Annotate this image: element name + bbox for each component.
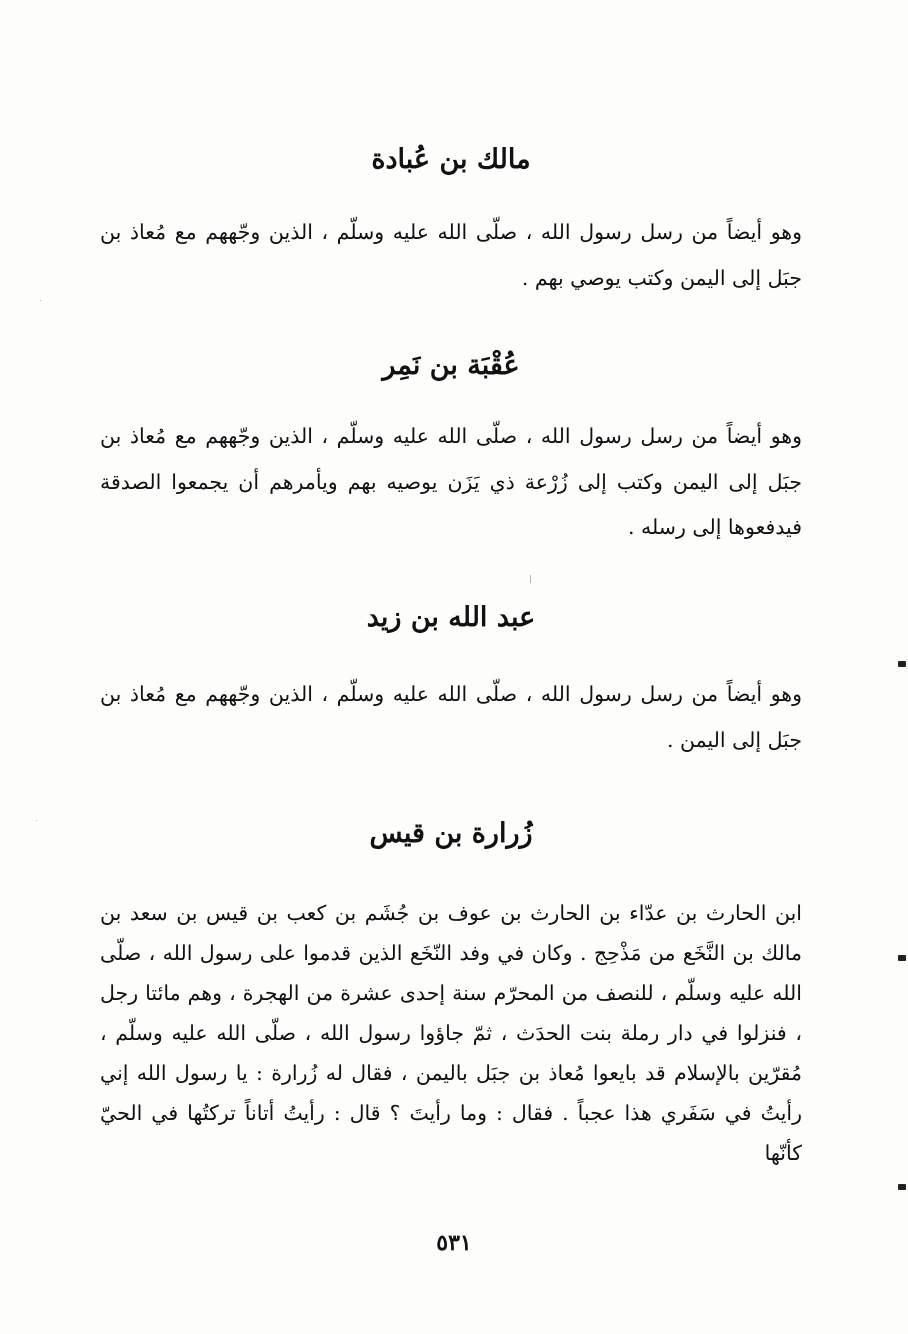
scan-speck: [36, 820, 37, 821]
page-number: ٥٣١: [436, 1230, 472, 1256]
paragraph: وهو أيضاً من رسل رسول الله ، صلّى الله عليه وسلّم ، الذين وجّههم مع مُعاذ بن جبَل إلى اليمن وكتب إلى زُرْعة ذي يَزَن يوصيه بهم ويأمرهم أن يجمعوا الصدقة فيدفعوها إلى رسله .: [100, 424, 802, 539]
section-body-zurara-ibn-qays: [100, 893, 802, 1173]
section-title-zurara-ibn-qays: زُرارة بن قيس: [369, 818, 533, 849]
paragraph: ابن الحارث بن عدّاء بن الحارث بن عوف بن جُشَم بن كعب بن قيس بن سعد بن مالك بن النَّخَع من مَذْحِج . وكان في وفد النّخَع الذين قدموا على رسول الله ، صلّى الله عليه وسلّم ، للنصف من المحرّم سنة إحدى عشرة من الهجرة ، وهم مائتا رجل ، فنزلوا في دار رملة بنت الحدَث ، ثمّ جاؤوا رسول الله ، صلّى الله عليه وسلّم ، مُقرّين بالإسلام قد بايعوا مُعاذ بن جبَل باليمن ، فقال له زُرارة : يا رسول الله إني رأيتُ في سَفَري هذا عجباً . فقال : وما رأيتَ ؟ قال : رأيتُ أتاناً تركتُها في الحيّ كأنّها: [100, 901, 802, 1165]
section-title-malik-ibn-ubada: مالك بن عُبادة: [371, 144, 531, 175]
section-body-abdallah-ibn-zayd: [100, 672, 802, 763]
scan-margin-mark: [898, 1184, 906, 1190]
section-body-uqba-ibn-namir: [100, 414, 802, 551]
scan-speck: [40, 300, 41, 301]
paragraph: وهو أيضاً من رسل رسول الله ، صلّى الله عليه وسلّم ، الذين وجّههم مع مُعاذ بن جبَل إلى اليمن .: [100, 682, 802, 752]
scan-margin-mark: [898, 955, 906, 961]
section-title-abdallah-ibn-zayd: عبد الله بن زيد: [366, 602, 536, 633]
paragraph: وهو أيضاً من رسل رسول الله ، صلّى الله عليه وسلّم ، الذين وجّههم مع مُعاذ بن جبَل إلى اليمن وكتب يوصي بهم .: [100, 220, 802, 290]
scan-speck: [530, 575, 531, 583]
scan-margin-mark: [898, 661, 906, 667]
section-title-uqba-ibn-namir: عُقْبَة بن نَمِر: [382, 350, 520, 381]
section-body-malik-ibn-ubada: [100, 210, 802, 301]
